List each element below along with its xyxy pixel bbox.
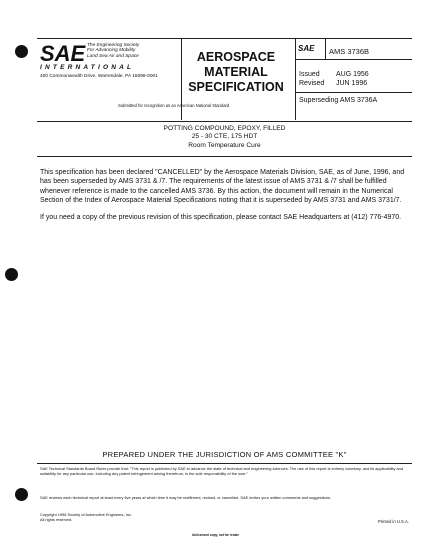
document-title	[186, 50, 286, 95]
binder-hole-bottom	[15, 488, 28, 501]
revised-label: Revised	[299, 80, 325, 87]
sae-tagline	[87, 43, 167, 59]
submitted-note: Submitted for recognition as an American National Standard	[118, 103, 230, 108]
sae-address: 400 Commonwealth Drive, Warrendale, PA 15096-0001	[40, 74, 158, 79]
cancellation-paragraph: This specification has been declared "CANCELLED" by the Aerospace Materials Division, SAE, as of June, 1996, and has been superseded by AMS 3731 & /7. The requirements of the latest issue of AMS 3731 & /7 shall be fulfilled whenever reference is made to the cancelled AMS 3736. By this action, the document will remain in the Numerical Section of the Index of Aerospace Material Specifications noting that it is superseded by AMS 3731 and AMS 3731/7.	[40, 169, 405, 205]
printed-in-usa: Printed in U.S.A.	[378, 519, 409, 524]
spec-box-rule-2	[295, 92, 412, 93]
issued-date: AUG 1956	[336, 71, 369, 78]
title-line-3: SPECIFICATION	[188, 80, 284, 94]
footer-mark: Unlicensed copy, not for resale	[191, 533, 240, 537]
revised-date: JUN 1996	[336, 80, 368, 87]
prepared-rule	[37, 463, 412, 464]
copyright-line-1: Copyright 1996 Society of Automotive Engineers, Inc.	[40, 512, 132, 517]
spec-box-rule-1	[295, 59, 412, 60]
issued-label: Issued	[299, 71, 320, 78]
prepared-under-line: PREPARED UNDER THE JURISDICTION OF AMS COMMITTEE "K"	[102, 450, 347, 459]
body-text	[40, 168, 412, 229]
subject-rule	[37, 156, 412, 157]
superseding-note: Superseding AMS 3736A	[299, 97, 378, 104]
ams-number: AMS 3736B	[329, 47, 370, 56]
date-values	[336, 70, 369, 88]
sae-mark-small: SAE	[298, 44, 315, 53]
tagline-line-2: For Advancing Mobility	[87, 48, 136, 54]
sae-international-label: INTERNATIONAL	[40, 64, 135, 71]
tagline-line-3: Land Sea Air and Space	[87, 53, 139, 59]
subject-line-2: 25 - 30 CTE, 175 HDT	[191, 133, 258, 141]
subject-block	[37, 125, 412, 150]
header-divider-right	[295, 38, 296, 120]
fine-print-rules: SAE Technical Standards Board Rules provide that: "This report is published by SAE to advance the state of technical and engineering sciences. The use of this report is entirely voluntary, and its applicability and suitability for any particular use, including any patent infringement arising therefrom, is the sole responsibility of the user."	[40, 466, 403, 476]
contact-paragraph: If you need a copy of the previous revision of this specification, please contact SAE Headquarters at (412) 776-4970.	[40, 213, 402, 221]
binder-hole-middle	[5, 268, 18, 281]
copyright-line-2: All rights reserved.	[40, 516, 73, 522]
title-line-2: MATERIAL	[204, 65, 268, 79]
date-labels	[299, 70, 324, 88]
fine-print-review: SAE reviews each technical report at least every five years at which time it may be reaffirmed, revised, or cancelled. SAE invites your written comments and suggestions.	[40, 495, 331, 500]
copyright-block	[40, 513, 132, 522]
subject-line-1: POTTING COMPOUND, EPOXY, FILLED	[163, 125, 286, 132]
sae-box-divider	[325, 38, 326, 59]
tagline-line-1: The Engineering Society	[87, 43, 140, 48]
sae-logo: SAE	[40, 41, 86, 66]
title-line-1: AEROSPACE	[196, 50, 276, 64]
subject-line-3: Room Temperature Cure	[188, 141, 261, 149]
binder-hole-top	[15, 45, 28, 58]
